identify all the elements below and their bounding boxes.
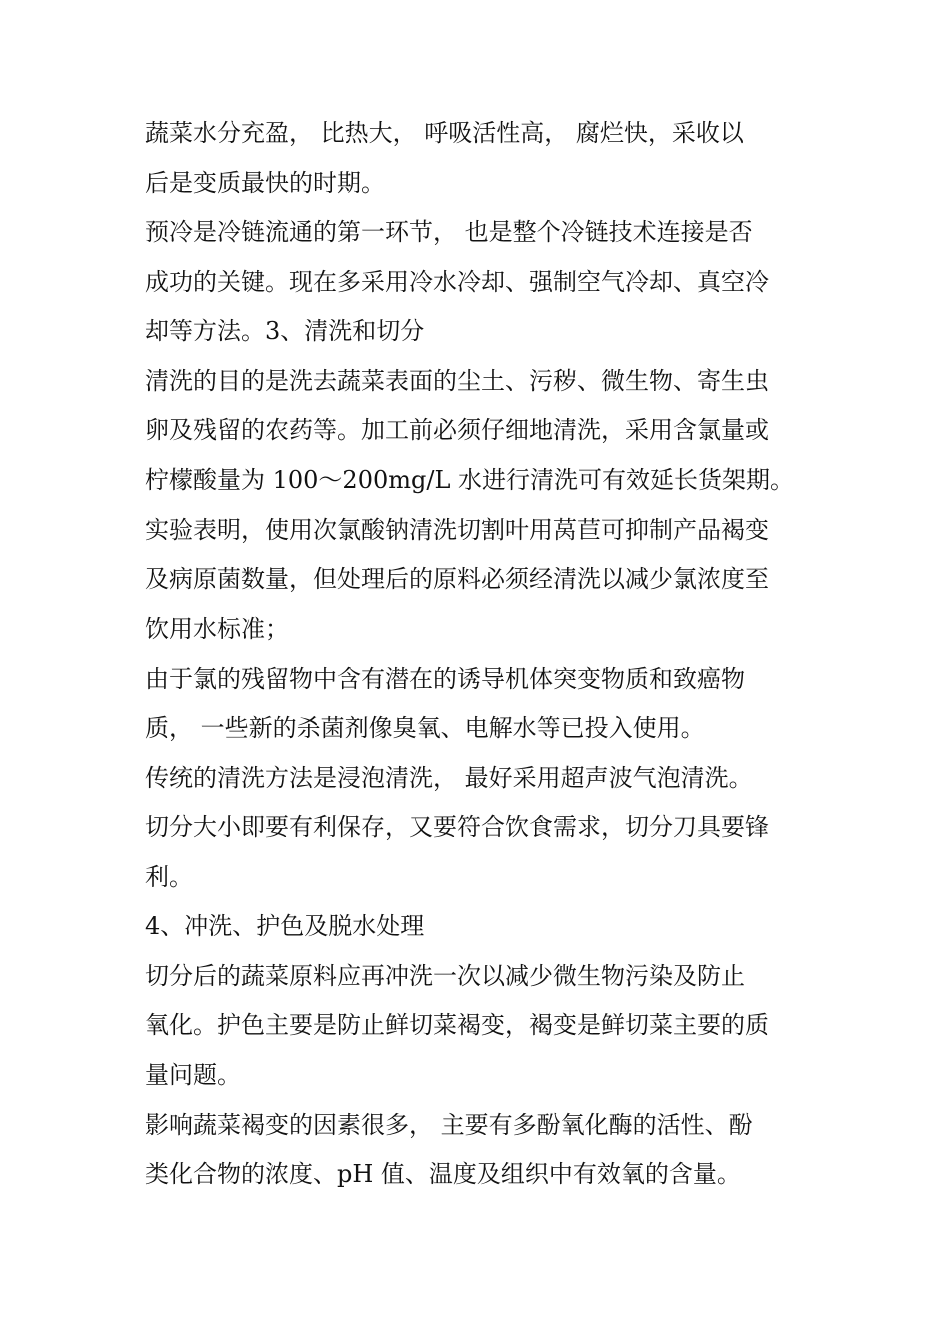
text-line: 切分后的蔬菜原料应再冲洗一次以减少微生物污染及防止	[145, 962, 745, 990]
text-line: 及病原菌数量，但处理后的原料必须经清洗以减少氯浓度至	[145, 565, 769, 593]
text-line: 类化合物的浓度、pH 值、温度及组织中有效氧的含量。	[145, 1160, 741, 1188]
text-line: 清洗的目的是洗去蔬菜表面的尘土、污秽、微生物、寄生虫	[145, 367, 769, 395]
text-line: 卵及残留的农药等。加工前必须仔细地清洗，采用含氯量或	[145, 416, 769, 444]
text-line: 蔬菜水分充盈， 比热大， 呼吸活性高， 腐烂快，采收以	[145, 119, 744, 147]
text-line: 影响蔬菜褐变的因素很多， 主要有多酚氧化酶的活性、酚	[145, 1111, 753, 1139]
text-line: 量问题。	[145, 1061, 241, 1089]
text-line: 由于氯的残留物中含有潜在的诱导机体突变物质和致癌物	[145, 665, 745, 693]
text-line: 利。	[145, 863, 193, 891]
text-line: 实验表明，使用次氯酸钠清洗切割叶用莴苣可抑制产品褐变	[145, 516, 769, 544]
text-line: 柠檬酸量为 100～200mg/L 水进行清洗可有效延长货架期。	[145, 466, 795, 494]
text-line: 氧化。护色主要是防止鲜切菜褐变，褐变是鲜切菜主要的质	[145, 1011, 769, 1039]
text-line: 切分大小即要有利保存，又要符合饮食需求，切分刀具要锋	[145, 813, 769, 841]
text-line: 质， 一些新的杀菌剂像臭氧、电解水等已投入使用。	[145, 714, 705, 742]
text-line: 饮用水标准；	[145, 615, 289, 643]
section-heading: 4、冲洗、护色及脱水处理	[145, 912, 425, 940]
text-line: 后是变质最快的时期。	[145, 169, 385, 197]
text-line: 却等方法。3、清洗和切分	[145, 317, 425, 345]
text-line: 预冷是冷链流通的第一环节， 也是整个冷链技术连接是否	[145, 218, 753, 246]
text-line: 传统的清洗方法是浸泡清洗， 最好采用超声波气泡清洗。	[145, 764, 753, 792]
text-line: 成功的关键。现在多采用冷水冷却、强制空气冷却、真空冷	[145, 268, 769, 296]
